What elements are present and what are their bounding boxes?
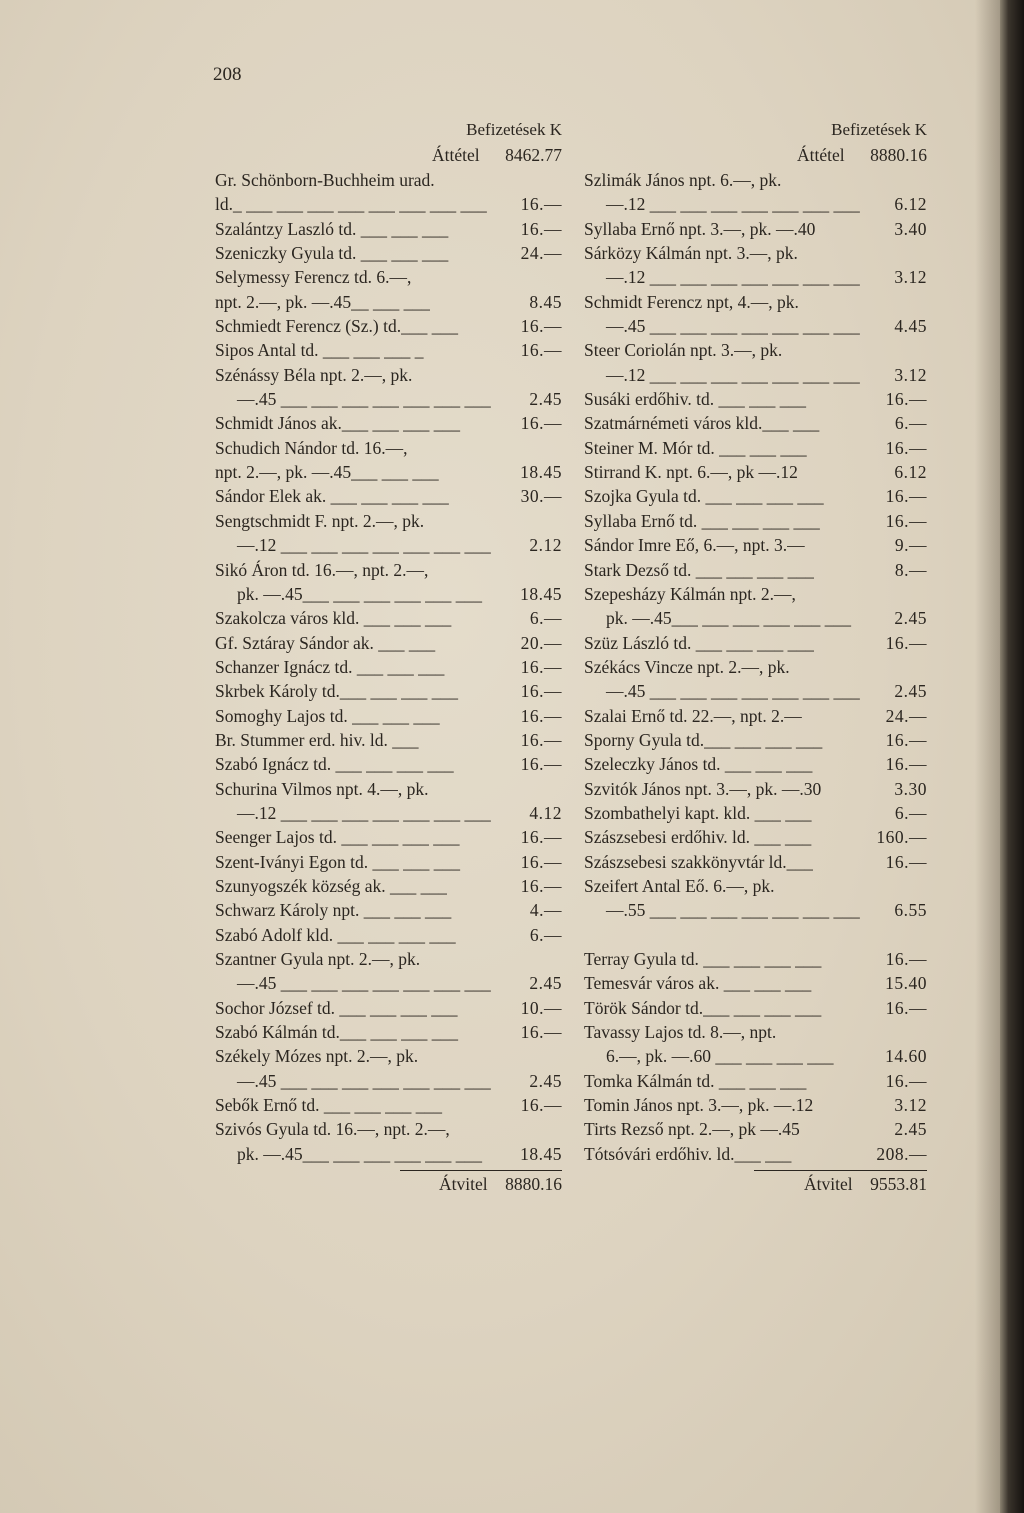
ledger-row xyxy=(215,777,562,801)
left-column xyxy=(215,118,562,1197)
entry-amount: 24.— xyxy=(885,705,927,726)
entry-amount: 20.— xyxy=(520,632,562,653)
entry-amount: 30.— xyxy=(520,486,562,507)
entry-amount: 16.— xyxy=(520,705,562,726)
entry-amount: 16.— xyxy=(885,754,927,775)
entry-text: Steiner M. Mór td. ___ ___ ___ xyxy=(584,437,807,458)
right-entry-list xyxy=(584,168,927,1166)
entry-amount: 18.45 xyxy=(520,1143,562,1164)
ledger-row xyxy=(584,996,927,1020)
entry-text: Schurina Vilmos npt. 4.—, pk. xyxy=(215,778,429,799)
ledger-row xyxy=(584,533,927,557)
entry-amount: 6.— xyxy=(894,802,927,823)
entry-amount: 16.— xyxy=(520,875,562,896)
entry-text: —.45 ___ ___ ___ ___ ___ ___ ___ xyxy=(237,389,491,410)
entry-text: Gr. Schönborn-Buchheim urad. xyxy=(215,170,435,190)
ledger-row xyxy=(215,533,562,557)
ledger-row xyxy=(215,558,562,582)
entry-text: Szabó Kálmán td.___ ___ ___ ___ xyxy=(215,1022,459,1043)
entry-text: npt. 2.—, pk. —.45__ ___ ___ xyxy=(215,291,430,312)
ledger-row xyxy=(215,752,562,776)
book-spine xyxy=(1000,0,1024,1513)
entry-amount: 8.45 xyxy=(529,291,562,312)
entry-text: —.45 ___ ___ ___ ___ ___ ___ ___ xyxy=(237,973,491,994)
entry-amount: 160.— xyxy=(876,827,927,848)
ledger-row xyxy=(215,1069,562,1093)
ledger-row xyxy=(215,704,562,728)
left-carry-out-amount: 8880.16 xyxy=(505,1174,562,1195)
entry-amount: 9.— xyxy=(894,535,927,556)
ledger-row xyxy=(215,801,562,825)
ledger-row xyxy=(215,314,562,338)
entry-amount: 8.— xyxy=(894,559,927,580)
entry-amount: 2.45 xyxy=(894,608,927,629)
entry-text: Szeifert Antal Eő. 6.—, pk. xyxy=(584,875,775,896)
entry-amount: 16.— xyxy=(885,486,927,507)
entry-text: Szent-Iványi Egon td. ___ ___ ___ xyxy=(215,851,460,872)
ledger-row xyxy=(584,411,927,435)
ledger-row xyxy=(584,1142,927,1166)
entry-text: Sochor József td. ___ ___ ___ ___ xyxy=(215,997,458,1018)
entry-text: Gf. Sztáray Sándor ak. ___ ___ xyxy=(215,632,436,653)
right-column xyxy=(584,118,927,1197)
right-carry-in xyxy=(584,142,927,168)
entry-amount: 16.— xyxy=(885,437,927,458)
entry-amount: 2.45 xyxy=(529,1070,562,1091)
entry-text: Tavassy Lajos td. 8.—, npt. xyxy=(584,1022,777,1043)
entry-amount: 18.45 xyxy=(520,583,562,604)
entry-amount: 3.12 xyxy=(894,267,927,288)
right-carry-in-amount: 8880.16 xyxy=(870,145,927,165)
ledger-row xyxy=(584,947,927,971)
entry-text: 6.—, pk. —.60 ___ ___ ___ ___ xyxy=(606,1046,834,1067)
entry-amount: 16.— xyxy=(885,949,927,969)
entry-amount: 16.— xyxy=(520,1022,562,1043)
ledger-row xyxy=(584,971,927,995)
entry-amount: 2.12 xyxy=(529,535,562,556)
entry-text: Szeniczky Gyula td. ___ ___ ___ xyxy=(215,243,449,264)
ledger-row xyxy=(215,1020,562,1044)
entry-text: Szepesházy Kálmán npt. 2.—, xyxy=(584,583,796,604)
ledger-row xyxy=(584,728,927,752)
entry-text: Sándor Elek ak. ___ ___ ___ ___ xyxy=(215,486,449,507)
ledger-row xyxy=(584,484,927,508)
ledger-row xyxy=(584,777,927,801)
ledger-row xyxy=(584,752,927,776)
entry-text: Sporny Gyula td.___ ___ ___ ___ xyxy=(584,729,823,750)
ledger-row xyxy=(584,1044,927,1068)
ledger-row xyxy=(215,898,562,922)
ledger-row xyxy=(584,290,927,314)
entry-amount: 16.— xyxy=(520,827,562,848)
ledger-row xyxy=(215,971,562,995)
right-column-heading: Befizetések K xyxy=(831,120,927,139)
entry-text: Sengtschmidt F. npt. 2.—, pk. xyxy=(215,510,425,531)
page-number: 208 xyxy=(213,64,242,85)
entry-text: Szalai Ernő td. 22.—, npt. 2.— xyxy=(584,705,802,726)
entry-text: Tótsóvári erdőhiv. ld.___ ___ xyxy=(584,1143,792,1164)
entry-amount: 4.12 xyxy=(529,802,562,823)
entry-amount: 4.— xyxy=(529,900,562,921)
entry-text: Skrbek Károly td.___ ___ ___ ___ xyxy=(215,681,459,702)
entry-text: Syllaba Ernő npt. 3.—, pk. —.40 xyxy=(584,218,816,239)
ledger-row xyxy=(584,1093,927,1117)
ledger-row xyxy=(584,1117,927,1141)
entry-amount: 6.55 xyxy=(894,900,927,921)
entry-text: —.45 ___ ___ ___ ___ ___ ___ ___ xyxy=(606,681,860,702)
entry-amount: 2.45 xyxy=(894,1119,927,1140)
entry-amount: 16.— xyxy=(520,681,562,702)
entry-amount: 16.— xyxy=(520,656,562,677)
ledger-row xyxy=(584,874,927,898)
ledger-row xyxy=(215,217,562,241)
entry-text: —.12 ___ ___ ___ ___ ___ ___ ___ xyxy=(237,535,491,556)
entry-amount: 16.— xyxy=(885,510,927,531)
entry-amount: 16.— xyxy=(885,1070,927,1091)
left-carry-in-amount: 8462.77 xyxy=(505,145,562,165)
entry-text: Sándor Imre Eő, 6.—, npt. 3.— xyxy=(584,535,805,556)
entry-text: Szabó Ignácz td. ___ ___ ___ ___ xyxy=(215,754,454,775)
entry-text: Szojka Gyula td. ___ ___ ___ ___ xyxy=(584,486,824,507)
ledger-row xyxy=(584,631,927,655)
left-carry-out xyxy=(215,1171,562,1197)
ledger-row xyxy=(584,558,927,582)
entry-text: Szüz László td. ___ ___ ___ ___ xyxy=(584,632,814,653)
entry-text: Sipos Antal td. ___ ___ ___ _ xyxy=(215,340,424,361)
ledger-row xyxy=(584,509,927,533)
entry-amount: 16.— xyxy=(885,851,927,872)
ledger-row xyxy=(215,1142,562,1166)
entry-text: Sebők Ernő td. ___ ___ ___ ___ xyxy=(215,1095,443,1116)
entry-text: Szeleczky János td. ___ ___ ___ xyxy=(584,754,813,775)
entry-text: Schudich Nándor td. 16.—, xyxy=(215,437,408,458)
entry-text: Selymessy Ferencz td. 6.—, xyxy=(215,267,412,288)
ledger-row xyxy=(215,996,562,1020)
ledger-row xyxy=(215,1093,562,1117)
ledger-row xyxy=(215,436,562,460)
ledger-row xyxy=(584,1020,927,1044)
entry-text: Tirts Rezső npt. 2.—, pk —.45 xyxy=(584,1119,800,1140)
ledger-row xyxy=(215,168,562,192)
entry-amount: 16.— xyxy=(520,340,562,361)
ledger-row xyxy=(215,387,562,411)
entry-text: Székely Mózes npt. 2.—, pk. xyxy=(215,1046,419,1067)
entry-amount: 16.— xyxy=(520,194,562,215)
ledger-row xyxy=(584,801,927,825)
entry-text: Szvitók János npt. 3.—, pk. —.30 xyxy=(584,778,822,799)
left-carry-in-label: Áttétel xyxy=(432,145,480,165)
entry-text: —.45 ___ ___ ___ ___ ___ ___ ___ xyxy=(606,316,860,337)
entry-text: Szlimák János npt. 6.—, pk. xyxy=(584,170,782,190)
entry-text: Schmidt János ak.___ ___ ___ ___ xyxy=(215,413,460,434)
ledger-row xyxy=(215,509,562,533)
ledger-row xyxy=(584,192,927,216)
left-carry-out-label: Átvitel xyxy=(439,1174,488,1195)
ledger-row xyxy=(584,606,927,630)
entry-text: Syllaba Ernő td. ___ ___ ___ ___ xyxy=(584,510,820,531)
entry-text: Szunyogszék község ak. ___ ___ xyxy=(215,875,447,896)
entry-text: Szabó Adolf kld. ___ ___ ___ ___ xyxy=(215,924,456,945)
entry-text: pk. —.45___ ___ ___ ___ ___ ___ xyxy=(606,608,851,629)
entry-amount: 2.45 xyxy=(529,973,562,994)
ledger-row xyxy=(584,460,927,484)
right-carry-in-label: Áttétel xyxy=(797,145,845,165)
entry-text: Susáki erdőhiv. td. ___ ___ ___ xyxy=(584,389,806,410)
entry-text: Szatmárnémeti város kld.___ ___ xyxy=(584,413,820,434)
entry-amount: 16.— xyxy=(885,997,927,1018)
entry-amount: 208.— xyxy=(876,1143,927,1164)
entry-text: Tomin János npt. 3.—, pk. —.12 xyxy=(584,1095,814,1116)
right-carry-out-amount: 9553.81 xyxy=(870,1174,927,1195)
entry-amount: 16.— xyxy=(520,1095,562,1116)
entry-amount: 3.40 xyxy=(894,218,927,239)
entry-text: Schmiedt Ferencz (Sz.) td.___ ___ xyxy=(215,316,459,337)
entry-amount: 16.— xyxy=(885,389,927,410)
ledger-row xyxy=(215,484,562,508)
entry-text: pk. —.45___ ___ ___ ___ ___ ___ xyxy=(237,583,482,604)
entry-amount: 6.— xyxy=(894,413,927,434)
entry-text: —.12 ___ ___ ___ ___ ___ ___ ___ xyxy=(606,364,860,385)
entry-text: —.12 ___ ___ ___ ___ ___ ___ ___ xyxy=(237,802,491,823)
entry-text: Steer Coriolán npt. 3.—, pk. xyxy=(584,340,783,361)
ledger-row xyxy=(584,436,927,460)
ledger-row xyxy=(215,947,562,971)
ledger-row xyxy=(584,704,927,728)
ledger-row xyxy=(215,655,562,679)
ledger-row xyxy=(584,265,927,289)
entry-amount: 16.— xyxy=(885,729,927,750)
left-column-heading: Befizetések K xyxy=(466,120,562,139)
ledger-row xyxy=(215,728,562,752)
entry-amount: 16.— xyxy=(520,851,562,872)
entry-amount: 2.45 xyxy=(894,681,927,702)
entry-amount: 16.— xyxy=(885,632,927,653)
ledger-row xyxy=(215,606,562,630)
entry-text: pk. —.45___ ___ ___ ___ ___ ___ xyxy=(237,1143,482,1164)
entry-text: Sikó Áron td. 16.—, npt. 2.—, xyxy=(215,559,429,580)
entry-text: Temesvár város ak. ___ ___ ___ xyxy=(584,973,812,994)
ledger-row xyxy=(215,923,562,947)
ledger-row xyxy=(584,168,927,192)
entry-text: Sárközy Kálmán npt. 3.—, pk. xyxy=(584,243,798,264)
entry-amount: 3.12 xyxy=(894,1095,927,1116)
ledger-row xyxy=(215,460,562,484)
entry-amount: 16.— xyxy=(520,316,562,337)
entry-amount: 16.— xyxy=(520,729,562,750)
ledger-row xyxy=(584,314,927,338)
ledger-row xyxy=(584,387,927,411)
ledger-row xyxy=(215,582,562,606)
entry-text: Br. Stummer erd. hiv. ld. ___ xyxy=(215,729,419,750)
entry-amount: 24.— xyxy=(520,243,562,264)
ledger-row xyxy=(584,898,927,922)
entry-text: Szászsebesi szakkönyvtár ld.___ xyxy=(584,851,813,872)
ledger-row xyxy=(584,679,927,703)
ledger-row xyxy=(584,241,927,265)
right-carry-out-label: Átvitel xyxy=(804,1174,853,1195)
entry-amount: 14.60 xyxy=(885,1046,927,1067)
entry-text: Székács Vincze npt. 2.—, pk. xyxy=(584,656,790,677)
entry-amount: 6.12 xyxy=(894,462,927,483)
entry-text: Somoghy Lajos td. ___ ___ ___ xyxy=(215,705,440,726)
left-entry-list xyxy=(215,168,562,1166)
entry-text: Terray Gyula td. ___ ___ ___ ___ xyxy=(584,949,822,969)
entry-amount: 10.— xyxy=(520,997,562,1018)
ledger-row xyxy=(584,582,927,606)
entry-amount: 16.— xyxy=(520,413,562,434)
entry-amount: 4.45 xyxy=(894,316,927,337)
ledger-row xyxy=(584,923,927,947)
entry-amount: 16.— xyxy=(520,218,562,239)
entry-amount: 16.— xyxy=(520,754,562,775)
ledger-row xyxy=(215,825,562,849)
entry-text: Schmidt Ferencz npt, 4.—, pk. xyxy=(584,291,799,312)
entry-amount: 3.12 xyxy=(894,364,927,385)
ledger-row xyxy=(584,217,927,241)
page-edge-shadow xyxy=(975,0,1000,1513)
entry-text: —.45 ___ ___ ___ ___ ___ ___ ___ xyxy=(237,1070,491,1091)
entry-text: Schanzer Ignácz td. ___ ___ ___ xyxy=(215,656,445,677)
entry-amount: 18.45 xyxy=(520,462,562,483)
ledger-row xyxy=(215,338,562,362)
ledger-row xyxy=(215,265,562,289)
entry-text: Schwarz Károly npt. ___ ___ ___ xyxy=(215,900,452,921)
entry-text: —.12 ___ ___ ___ ___ ___ ___ ___ xyxy=(606,194,860,215)
left-carry-in xyxy=(215,142,562,168)
entry-text: Török Sándor td.___ ___ ___ ___ xyxy=(584,997,822,1018)
entry-text: Szászsebesi erdőhiv. ld. ___ ___ xyxy=(584,827,812,848)
entry-text: —.55 ___ ___ ___ ___ ___ ___ ___ xyxy=(606,900,860,921)
entry-text: Szénássy Béla npt. 2.—, pk. xyxy=(215,364,413,385)
ledger-row xyxy=(215,363,562,387)
ledger-row xyxy=(215,874,562,898)
ledger-row xyxy=(584,850,927,874)
entry-text: npt. 2.—, pk. —.45___ ___ ___ xyxy=(215,462,439,483)
entry-amount: 6.— xyxy=(529,924,562,945)
entry-amount: 6.12 xyxy=(894,194,927,215)
entry-text: Seenger Lajos td. ___ ___ ___ ___ xyxy=(215,827,460,848)
ledger-row xyxy=(584,338,927,362)
entry-amount: 6.— xyxy=(529,608,562,629)
right-carry-out xyxy=(584,1171,927,1197)
entry-amount: 15.40 xyxy=(885,973,927,994)
entry-amount: 2.45 xyxy=(529,389,562,410)
entry-text: Szakolcza város kld. ___ ___ ___ xyxy=(215,608,452,629)
ledger-row xyxy=(215,679,562,703)
ledger-row xyxy=(215,411,562,435)
entry-text: ld._ ___ ___ ___ ___ ___ ___ ___ ___ xyxy=(215,194,487,215)
ledger-row xyxy=(215,631,562,655)
ledger-row xyxy=(215,290,562,314)
ledger-row xyxy=(584,655,927,679)
entry-text: Szivós Gyula td. 16.—, npt. 2.—, xyxy=(215,1119,450,1140)
ledger-row xyxy=(215,1044,562,1068)
entry-text: Szantner Gyula npt. 2.—, pk. xyxy=(215,949,421,969)
ledger-row xyxy=(584,1069,927,1093)
ledger-row xyxy=(215,1117,562,1141)
ledger-row xyxy=(215,850,562,874)
ledger-row xyxy=(215,241,562,265)
ledger-row xyxy=(215,192,562,216)
entry-text: Szalántzy Laszló td. ___ ___ ___ xyxy=(215,218,449,239)
entry-text: Stirrand K. npt. 6.—, pk —.12 xyxy=(584,462,798,483)
entry-text: Tomka Kálmán td. ___ ___ ___ xyxy=(584,1070,807,1091)
ledger-row xyxy=(584,363,927,387)
entry-text: Stark Dezső td. ___ ___ ___ ___ xyxy=(584,559,814,580)
entry-text: Szombathelyi kapt. kld. ___ ___ xyxy=(584,802,812,823)
ledger-row xyxy=(584,825,927,849)
entry-amount: 3.30 xyxy=(894,778,927,799)
entry-text: —.12 ___ ___ ___ ___ ___ ___ ___ xyxy=(606,267,860,288)
